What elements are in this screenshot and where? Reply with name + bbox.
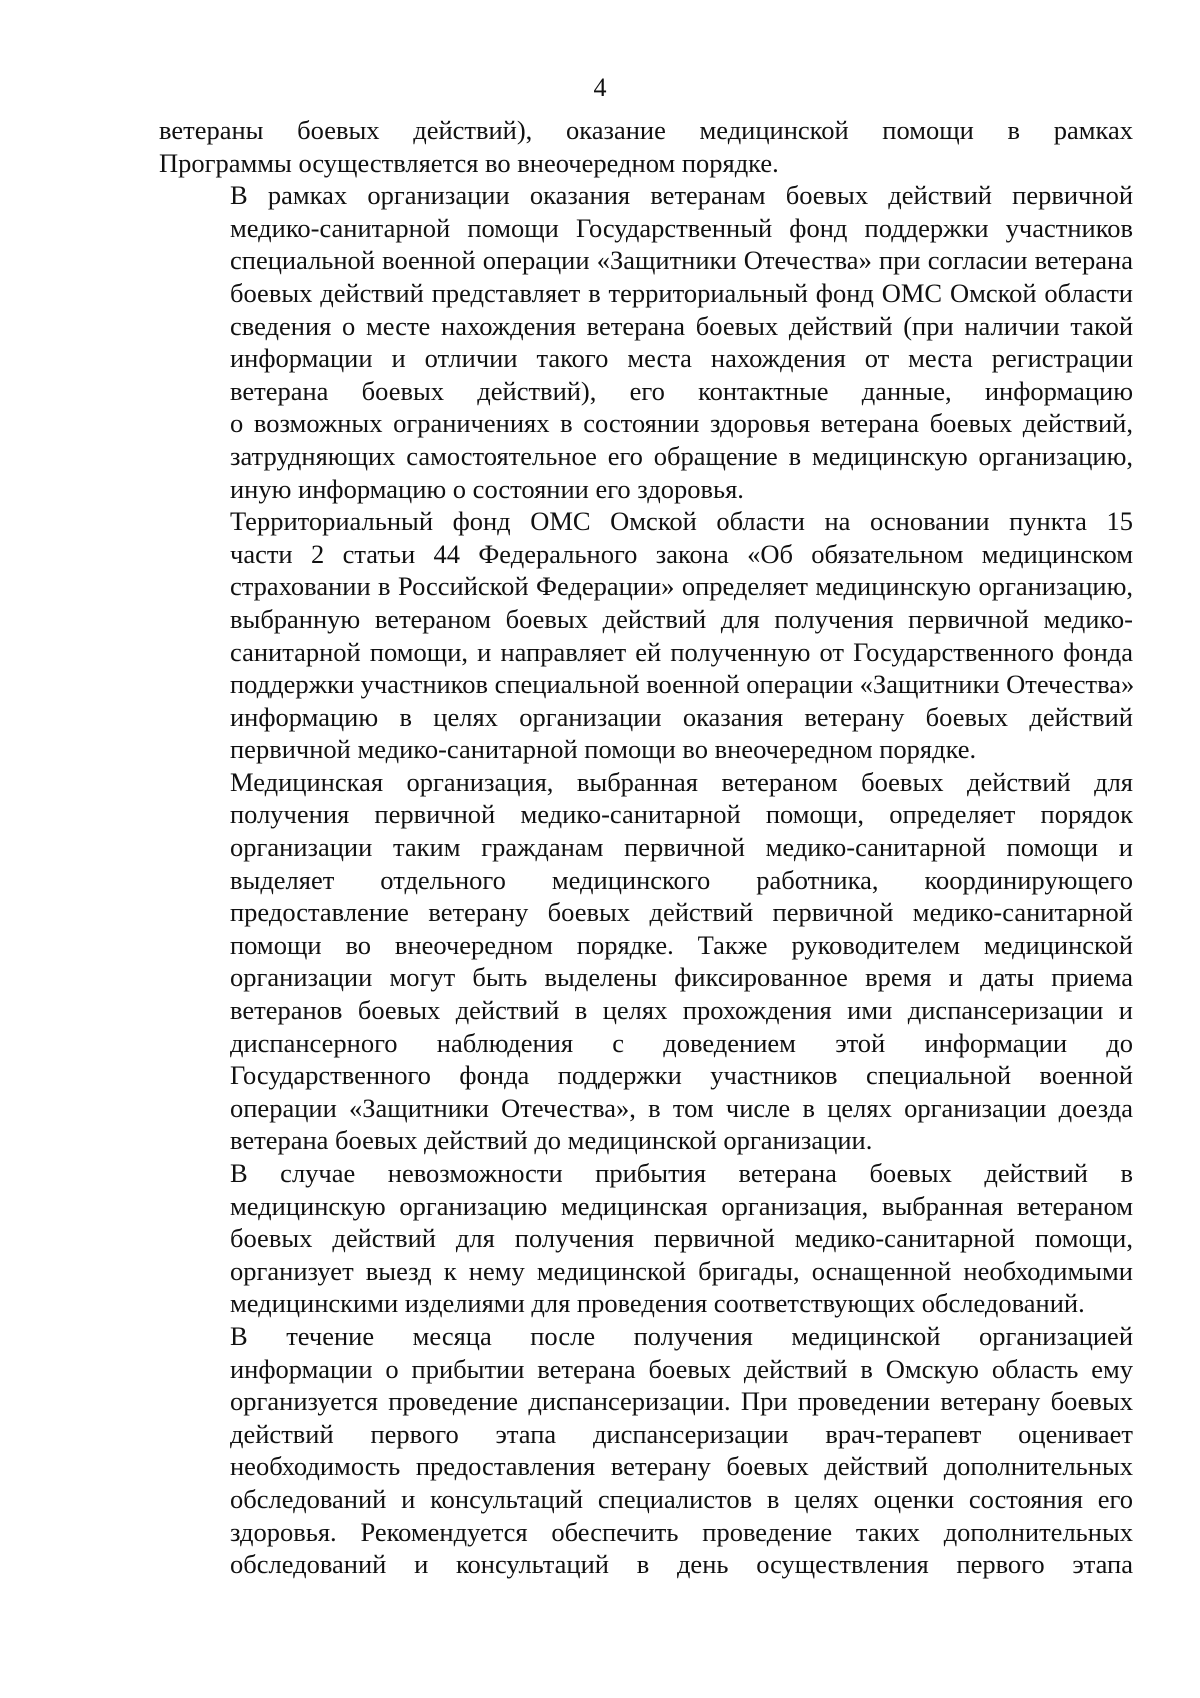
text-line: действий первого этапа диспансеризации врач-терапевт оценивает [230, 1418, 1133, 1449]
text-line: ветеранов боевых действий в целях прохождения ими диспансеризации и [230, 995, 1133, 1026]
text-line: организации таким гражданам первичной медико-санитарной помощи и [230, 832, 1133, 863]
text-line: обследований и консультаций специалистов в целях оценки состояния его [230, 1483, 1133, 1514]
text-line: медицинскими изделиями для проведения соответствующих обследований. [230, 1288, 1085, 1319]
page-number: 4 [593, 73, 607, 102]
document-body [159, 114, 1133, 1581]
text-line: иную информацию о состоянии его здоровья. [230, 473, 744, 504]
text-line: получения первичной медико-санитарной помощи, определяет порядок [230, 799, 1133, 830]
text-line: ветерана боевых действий), его контактные данные, информацию [230, 375, 1133, 406]
text-line: диспансерного наблюдения с доведением этой информации до [230, 1027, 1133, 1058]
text-line: Медицинская организация, выбранная ветераном боевых действий для [230, 766, 1133, 797]
text-line: организации могут быть выделены фиксированное время и даты приема [230, 962, 1133, 993]
text-line: информацию в целях организации оказания ветерану боевых действий [230, 701, 1133, 732]
text-line: специальной военной операции «Защитники Отечества» при согласии ветерана [230, 245, 1133, 276]
text-line: необходимость предоставления ветерану боевых действий дополнительных [230, 1451, 1133, 1482]
text-line: помощи во внеочередном порядке. Также руководителем медицинской [230, 929, 1133, 960]
text-line: медико-санитарной помощи Государственный фонд поддержки участников [230, 212, 1133, 243]
text-line: медицинскую организацию медицинская организация, выбранная ветераном [230, 1190, 1133, 1221]
text-line: обследований и консультаций в день осуществления первого этапа [230, 1549, 1133, 1580]
paragraph [159, 1157, 1133, 1320]
text-line: информации о прибытии ветерана боевых действий в Омскую область ему [230, 1353, 1133, 1384]
text-line: организует выезд к нему медицинской бригады, оснащенной необходимыми [230, 1255, 1133, 1286]
text-line: организуется проведение диспансеризации. При проведении ветерану боевых [230, 1386, 1133, 1417]
text-line: сведения о месте нахождения ветерана боевых действий (при наличии такой [230, 310, 1133, 341]
text-line: ветерана боевых действий до медицинской организации. [230, 1125, 873, 1156]
paragraph [159, 179, 1133, 505]
text-line: В случае невозможности прибытия ветерана боевых действий в [230, 1158, 1133, 1188]
text-line: боевых действий для получения первичной медико-санитарной помощи, [230, 1223, 1133, 1254]
text-line: поддержки участников специальной военной операции «Защитники Отечества» [230, 669, 1135, 700]
text-line: предоставление ветерану боевых действий первичной медико-санитарной [230, 897, 1133, 928]
text-line: В рамках организации оказания ветеранам боевых действий первичной [230, 180, 1133, 211]
text-line: части 2 статьи 44 Федерального закона «Об обязательном медицинском [230, 538, 1133, 569]
text-line: операции «Защитники Отечества», в том числе в целях организации доезда [230, 1092, 1133, 1123]
text-line: здоровья. Рекомендуется обеспечить проведение таких дополнительных [230, 1516, 1133, 1547]
paragraph [159, 505, 1133, 766]
text-line: ветераны боевых действий), оказание медицинской помощи в рамках [159, 115, 1133, 145]
text-line: информации и отличии такого места нахождения от места регистрации [230, 343, 1133, 374]
text-line: выбранную ветераном боевых действий для получения первичной медико- [230, 603, 1133, 634]
text-line: первичной медико-санитарной помощи во внеочередном порядке. [230, 734, 977, 765]
text-line: выделяет отдельного медицинского работника, координирующего [230, 864, 1133, 895]
text-line: В течение месяца после получения медицинской организацией [230, 1320, 1133, 1351]
text-line: боевых действий представляет в территориальный фонд ОМС Омской области [230, 277, 1133, 308]
text-line: страховании в Российской Федерации» определяет медицинскую организацию, [230, 571, 1133, 602]
text-line: затрудняющих самостоятельное его обращение в медицинскую организацию, [230, 440, 1133, 471]
paragraph [159, 114, 1133, 179]
paragraph [159, 766, 1133, 1157]
text-line: Территориальный фонд ОМС Омской области на основании пункта 15 [230, 506, 1133, 537]
text-line: Государственного фонда поддержки участников специальной военной [230, 1060, 1133, 1091]
text-line: о возможных ограничениях в состоянии здоровья ветерана боевых действий, [230, 408, 1133, 439]
paragraph [159, 1320, 1133, 1581]
text-line: санитарной помощи, и направляет ей полученную от Государственного фонда [230, 636, 1133, 667]
text-line: Программы осуществляется во внеочередном порядке. [159, 147, 779, 178]
